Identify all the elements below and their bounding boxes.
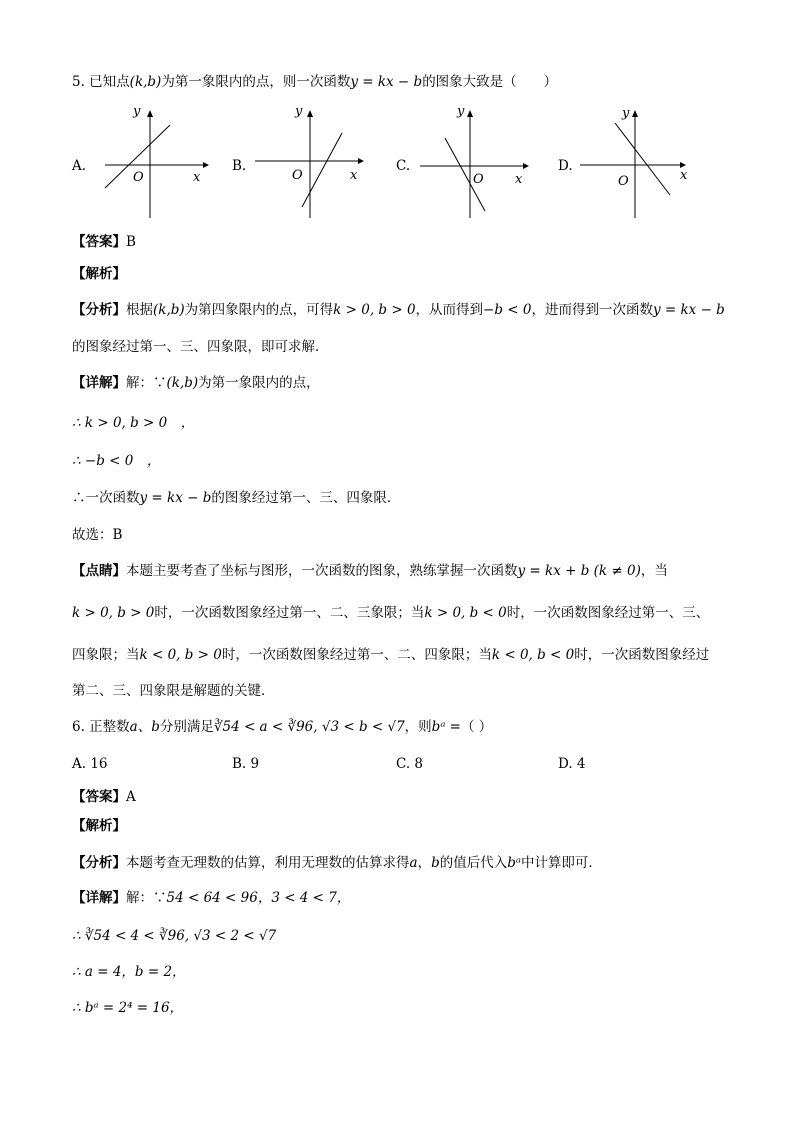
q5-option-d-label: D. xyxy=(558,158,573,174)
text: 为第一象限内的点，则一次函数 xyxy=(161,74,351,90)
value: B xyxy=(126,234,136,250)
label: 【详解】 xyxy=(72,890,126,906)
axis-y-label: y xyxy=(622,106,630,121)
label: 【答案】 xyxy=(72,234,126,250)
q5-step1: ∴ k > 0, b > 0 ， xyxy=(72,415,195,431)
text: ，当 xyxy=(640,563,668,579)
text: 的图象大致是（ ） xyxy=(422,74,558,90)
q5-xiangjie xyxy=(72,373,320,393)
q5-option-c-label: C. xyxy=(396,158,411,174)
q6-xiangjie xyxy=(72,888,350,908)
math: k < 0, b < 0 xyxy=(491,647,575,663)
text: ，进而得到一次函数 xyxy=(531,302,653,318)
origin-label: O xyxy=(292,168,303,183)
q5-graph-b xyxy=(250,103,370,223)
q5-step2: ∴ −b < 0 ， xyxy=(72,453,161,469)
q5-dianjing-line3 xyxy=(72,645,709,665)
q5-dianjing-line2 xyxy=(72,603,709,623)
math: ∛54 < a < ∛96, √3 < b < √7 xyxy=(213,719,405,735)
label: 【分析】 xyxy=(72,855,126,871)
text: 的值后代入 xyxy=(439,855,508,871)
math: k > 0, b > 0 xyxy=(72,605,155,621)
math: k > 0, b < 0 xyxy=(424,605,507,621)
text: 根据 xyxy=(126,302,153,318)
q6-option-b: B. 9 xyxy=(232,756,260,772)
math: k > 0, b > 0 xyxy=(333,302,416,318)
q6-stem xyxy=(72,717,492,737)
axis-x-label: x xyxy=(515,172,523,187)
q5-fenxi xyxy=(72,300,725,320)
math: b xyxy=(431,855,440,871)
q6-answer xyxy=(72,787,136,807)
math: y = kx − b xyxy=(350,74,423,90)
q5-dianjing-line1 xyxy=(72,561,668,581)
axis-x-label: x xyxy=(193,170,201,185)
text: 时，一次函数图象经过第一、三、 xyxy=(506,605,710,621)
text: （ ） xyxy=(461,719,493,735)
q6-step3: ∴ bᵃ = 2⁴ = 16， xyxy=(72,1000,184,1016)
label: 【详解】 xyxy=(72,375,126,391)
math: bᵃ xyxy=(507,855,521,871)
origin-label: O xyxy=(133,170,144,185)
text: 为第一象限内的点， xyxy=(198,375,320,391)
math: a、b xyxy=(129,719,160,735)
text: 5. 已知点 xyxy=(72,74,130,90)
text: ， xyxy=(417,855,432,871)
origin-label: O xyxy=(618,174,629,189)
text: 中计算即可． xyxy=(520,855,602,871)
q6-option-a: A. 16 xyxy=(72,756,108,772)
q5-step3 xyxy=(72,488,400,508)
math: y = kx − b xyxy=(139,490,212,506)
text: ，从而得到 xyxy=(415,302,484,318)
q6-step1: ∴ ∛54 < 4 < ∛96, √3 < 2 < √7 xyxy=(72,928,277,944)
axis-y-label: y xyxy=(457,104,465,119)
origin-label: O xyxy=(473,172,484,187)
q5-option-a-label: A. xyxy=(72,158,87,174)
math: (k,b) xyxy=(129,74,162,90)
math: y = kx − b xyxy=(652,302,725,318)
value: A xyxy=(126,789,136,805)
text: 本题考查无理数的估算，利用无理数的估算求得 xyxy=(126,855,410,871)
math: 54 < 64 < 96，3 < 4 < 7， xyxy=(166,890,351,906)
text: 6. 正整数 xyxy=(72,719,130,735)
q5-option-b-label: B. xyxy=(232,158,247,174)
math: y = kx + b (k ≠ 0) xyxy=(517,563,641,579)
q5-fenxi-cont: 的图象经过第一、三、四象限，即可求解． xyxy=(72,339,329,355)
axis-x-label: x xyxy=(350,168,358,183)
q5-analysis-label: 【解析】 xyxy=(72,266,126,282)
text: 时，一次函数图象经过第一、二、三象限；当 xyxy=(154,605,425,621)
axis-y-label: y xyxy=(133,104,141,119)
text: ，则 xyxy=(404,719,432,735)
label: 【点睛】 xyxy=(72,563,126,579)
axis-x-label: x xyxy=(680,168,688,183)
q5-graph-c xyxy=(415,103,535,223)
math: bᵃ = xyxy=(431,719,461,735)
q5-stem xyxy=(72,72,557,92)
math: (k,b) xyxy=(153,302,185,318)
text: 解：∵ xyxy=(126,375,167,391)
math: −b < 0 xyxy=(483,302,532,318)
label: 【答案】 xyxy=(72,789,126,805)
q5-graph-d xyxy=(580,103,700,223)
axis-y-label: y xyxy=(295,104,303,119)
text: 时，一次函数图象经过第一、二、四象限；当 xyxy=(221,647,492,663)
math: (k,b) xyxy=(166,375,199,391)
q5-dianjing-line4: 第二、三、四象限是解题的关键． xyxy=(72,683,275,699)
math: a xyxy=(409,855,418,871)
q6-fenxi xyxy=(72,853,602,873)
q5-answer xyxy=(72,232,136,252)
text: 分别满足 xyxy=(159,719,214,735)
text: ∴一次函数 xyxy=(72,490,140,506)
text: 本题主要考查了坐标与图形，一次函数的图象，熟练掌握一次函数 xyxy=(126,563,518,579)
text: 为第四象限内的点，可得 xyxy=(184,302,334,318)
text: 时，一次函数图象经过 xyxy=(574,647,710,663)
label: 【分析】 xyxy=(72,302,126,318)
text: 解：∵ xyxy=(126,890,167,906)
q6-step2: ∴ a = 4，b = 2， xyxy=(72,964,186,980)
q6-option-c: C. 8 xyxy=(396,756,424,772)
q5-choose: 故选：B xyxy=(72,527,123,543)
q6-analysis-label: 【解析】 xyxy=(72,818,126,834)
q6-option-d: D. 4 xyxy=(558,756,586,772)
text: 四象限；当 xyxy=(72,647,140,663)
q5-graph-a xyxy=(95,103,215,223)
text: 的图象经过第一、三、四象限． xyxy=(211,490,401,506)
math: k < 0, b > 0 xyxy=(139,647,222,663)
